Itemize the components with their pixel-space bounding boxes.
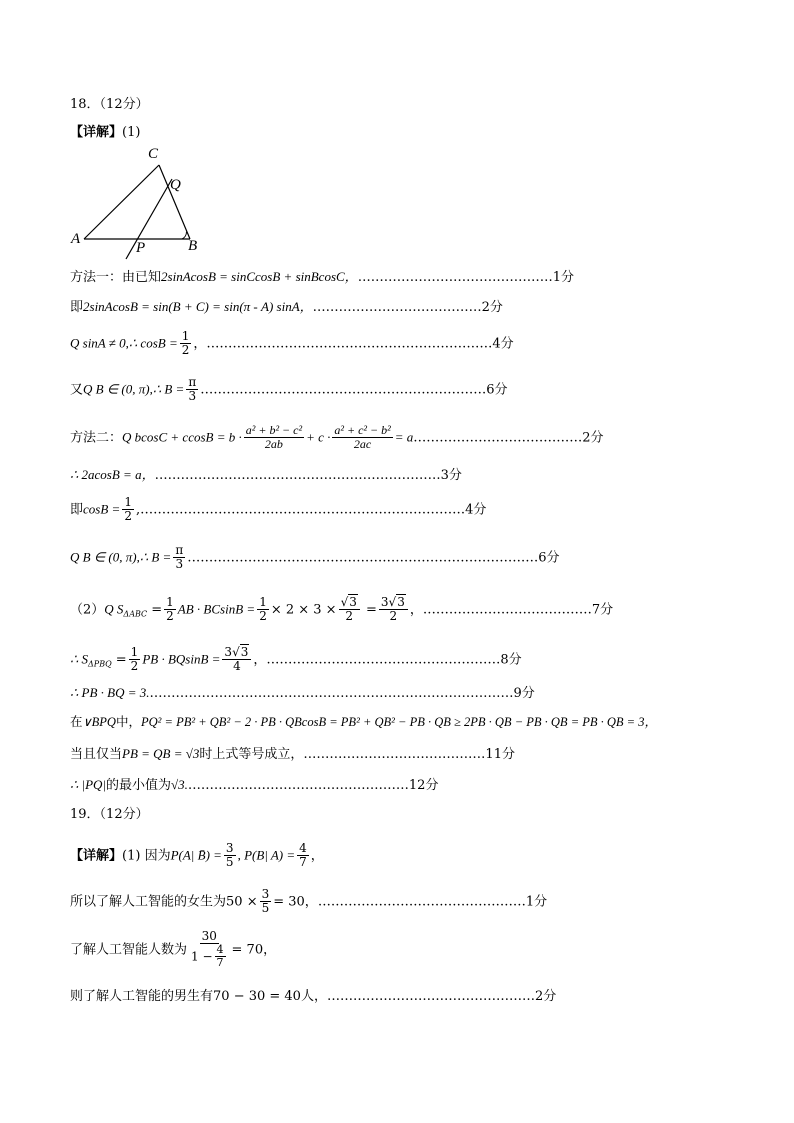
- q19-l1-text: 因为: [144, 848, 171, 864]
- p2-l1-sub: ΔABC: [123, 609, 148, 619]
- part1-num: (1): [122, 125, 141, 140]
- sqrt-rad: 3: [397, 595, 405, 609]
- frac-den: 4: [233, 659, 241, 674]
- frac-num: 1: [259, 595, 267, 609]
- p2-line4: [70, 716, 657, 729]
- sqrt-rad: 3: [240, 645, 249, 659]
- p2-num: （2）: [70, 602, 105, 618]
- frac-num: a² + b² − c²: [245, 423, 303, 437]
- p2-l3-expr: ∴ PB · BQ = 3.: [70, 685, 150, 700]
- frac-num: π: [175, 543, 184, 557]
- m2-l4-points: 6分: [538, 550, 560, 566]
- m1-l4-text: 又: [70, 382, 84, 398]
- label-Q: Q: [170, 177, 181, 193]
- q19-detail-label: 【详解】: [70, 848, 123, 864]
- p2-l5-expr: PB = QB = √3: [122, 746, 200, 761]
- m2-l2-points: 3分: [440, 468, 462, 483]
- p2-l5-text1: 当且仅当: [70, 747, 123, 762]
- label-A: A: [71, 231, 81, 247]
- m2-line2: ∴ 2acosB = a，…………………………………………………………3分: [70, 467, 462, 483]
- p2-l5-text2: 时上式等号成立，: [199, 747, 304, 762]
- q19-l4-text: 则了解人工智能的男生有: [70, 989, 214, 1004]
- m1-l1-text: 由已知: [122, 270, 162, 285]
- p2-l1-b: × 2 × 3 ×: [270, 602, 337, 618]
- q19-line2: 所以了解人工智能的女生为50 × $\frac{3}{5}$ = 30，…………………………………………1分: [70, 887, 548, 916]
- q19-l4-expr: 70 − 30 = 40人，: [213, 989, 327, 1004]
- q19-line4: 则了解人工智能的男生有70 − 30 = 40人，…………………………………………2分: [70, 989, 557, 1004]
- frac-num: 4: [216, 943, 224, 957]
- p2-l4-expr: PQ² = PB² + QB² − 2 · PB · QBcosB = PB² + QB² − PB · QB ≥ 2PB · QB − PB · QB = PB · QB = 3，: [140, 715, 657, 729]
- frac-den: 7: [299, 855, 307, 870]
- q19-line3: [70, 930, 276, 970]
- m1-l4-pre: Q B ∈ (0, π),∴ B =: [83, 381, 185, 397]
- frac-num: 30: [201, 929, 217, 943]
- p2-l6-val: √3.: [171, 777, 188, 792]
- p2-line2: ∴ $S_{\Delta PBQ}$ = $\frac{1}{2}$ PB · BQsinB = $\frac{3√3}{4}$ ，………………………………………………8分: [70, 645, 522, 674]
- frac-num: 3: [261, 887, 270, 901]
- q19-header: 19．（12分）: [70, 807, 149, 822]
- m1-l4-points: 6分: [486, 382, 508, 398]
- q19-l2-points: 1分: [525, 894, 548, 910]
- q19-l1-e1: P(A| B̄) =: [170, 847, 222, 863]
- m1-l1-expr: 2sinAcosB = sinCcosB + sinBcosC，: [161, 269, 358, 284]
- frac-den: 3: [188, 389, 197, 404]
- m1-l1-points: 1分: [552, 270, 574, 285]
- p2-l1-a: AB · BCsinB =: [177, 601, 256, 617]
- p2-line1: （2）Q $S_{\Delta ABC}$ = $\frac{1}{2}$ AB · BCsinB = $\frac{1}{2}$ × 2 × 3 × $\frac{√3}{2}$ = $\frac{3√3}{2}$ ，…………………………………7分: [70, 595, 614, 624]
- frac-num: 1: [124, 495, 132, 509]
- detail-label: 【详解】: [70, 125, 123, 140]
- coef: 3: [224, 645, 233, 659]
- m2-l3-text: 即: [70, 502, 84, 518]
- frac-den: 2: [130, 659, 139, 674]
- m2-line3: 即cosB = $\frac{1}{2}$ ,…………………………………………………………………4分: [70, 495, 487, 524]
- p2-l3-points: 9分: [513, 686, 535, 701]
- q19-l2-expr: 50 ×: [226, 894, 258, 910]
- m1-line2: 即2sinAcosB = sin(B + C) = sin(π - A) sinA，…………………………………2分: [70, 299, 503, 315]
- m1-l2-text: 即: [70, 300, 84, 315]
- m2-l1-post: = a: [394, 429, 414, 445]
- p2-l2-points: 8分: [500, 652, 522, 668]
- q18-detail: [70, 126, 140, 139]
- den-pre: 1 −: [191, 949, 213, 964]
- frac-den: 2: [345, 609, 354, 624]
- q18-header: 18．（12分）: [70, 97, 149, 112]
- p2-l4-tri: ∨BPQ: [82, 715, 116, 729]
- sqrt-rad: 3: [349, 595, 357, 609]
- m1-l3-pre: Q sinA ≠ 0,∴ cosB =: [70, 335, 178, 351]
- m2-l1-mid: + c ·: [306, 429, 331, 445]
- m2-l1-pre: Q bcosC + ccosB = b ·: [122, 429, 242, 445]
- frac-num: 1: [130, 645, 139, 659]
- m2-l2-expr: ∴ 2acosB = a，: [70, 467, 155, 482]
- m1-line3: Q sinA ≠ 0,∴ cosB = $\frac{1}{2}$ ，…………………………………………………………4分: [70, 329, 514, 358]
- coef: 3: [380, 595, 389, 609]
- m1-l2-points: 2分: [481, 300, 503, 315]
- frac-den: 5: [261, 901, 270, 916]
- p2-l6-points: 12分: [408, 778, 439, 793]
- frac-den: 2: [259, 609, 267, 624]
- q19-p1-num: (1): [122, 848, 141, 864]
- q19-l2-post: = 30，: [273, 894, 318, 910]
- frac-den: 3: [175, 557, 184, 572]
- p2-l1-points: 7分: [591, 602, 614, 618]
- m2-title: 方法二：: [70, 430, 123, 446]
- m2-l3-points: 4分: [465, 502, 487, 518]
- m2-l3-pre: cosB =: [83, 501, 121, 517]
- p2-l6-text: 的最小值为: [106, 778, 172, 793]
- p2-line5: 当且仅当PB = QB = √3时上式等号成立，……………………………………11分: [70, 746, 515, 762]
- m2-line4: Q B ∈ (0, π),∴ B = $\frac{\pi}{3}$ ………………………………………………………………………6分: [70, 543, 560, 572]
- p2-l5-points: 11分: [485, 747, 515, 762]
- q19-l4-points: 2分: [534, 989, 557, 1004]
- m1-line1: 方法一：由已知2sinAcosB = sinCcosB + sinBcosC，………………………………………1分: [70, 269, 574, 285]
- frac-den: 2ac: [353, 437, 372, 452]
- frac-den: 2: [389, 609, 398, 624]
- p2-l4-text2: 中，: [115, 714, 141, 729]
- p2-l1-pre: Q S: [104, 601, 124, 617]
- m2-line1: 方法二：Q bcosC + ccosB = b · $\frac{\text{a² + b² − c²}}{2ab}$ + c · $\frac{\text{a² + c² − b²}}{2ac}$ = a…………………………………2分: [70, 423, 604, 452]
- m2-l4-pre: Q B ∈ (0, π),∴ B =: [70, 549, 172, 565]
- p2-l2-sub: ΔPBQ: [88, 659, 112, 669]
- p2-l6-pre: ∴ |PQ|: [70, 777, 106, 792]
- m1-title: 方法一：: [70, 270, 123, 285]
- p2-l4-text: 在: [70, 714, 83, 729]
- p2-line3: ∴ PB · BQ = 3.…………………………………………………………………………9分: [70, 685, 535, 701]
- frac-den: 5: [225, 855, 234, 870]
- m2-l1-points: 2分: [582, 430, 604, 446]
- q19-line1: 【详解】(1) 因为P(A| B̄) = $\frac{3}{5}$ , P(B| A) = $\frac{4}{7}$ ，: [70, 841, 324, 870]
- label-B: B: [188, 238, 198, 254]
- m1-l3-points: 4分: [492, 336, 514, 352]
- q19-l3-text: 了解人工智能人数为: [70, 942, 188, 958]
- p2-l2-a: PB · BQsinB =: [142, 651, 221, 667]
- m1-l2-expr: 2sinAcosB = sin(B + C) = sin(π - A) sinA，: [83, 299, 313, 314]
- p2-l2-pre: ∴ S: [70, 651, 89, 667]
- frac-num: π: [188, 375, 197, 389]
- frac-num: 4: [299, 841, 307, 855]
- frac-num: 3: [225, 841, 234, 855]
- frac-den: 2ab: [264, 437, 283, 452]
- label-P: P: [136, 240, 146, 256]
- q19-l1-e2: , P(B| A) =: [237, 847, 296, 863]
- frac-den: 7: [216, 956, 224, 970]
- frac-num: 1: [181, 329, 190, 343]
- m1-line4: 又Q B ∈ (0, π),∴ B = $\frac{\pi}{3}$ …………………………………………………………6分: [70, 375, 508, 404]
- frac-num: a² + c² − b²: [334, 423, 391, 437]
- q19-l3-post: = 70，: [231, 942, 277, 958]
- frac-num: 1: [166, 595, 174, 609]
- label-C: C: [148, 146, 159, 162]
- frac-den: 2: [181, 343, 190, 358]
- frac-den: 2: [124, 509, 132, 524]
- frac-den: 2: [166, 609, 174, 624]
- p2-line6: ∴ |PQ|的最小值为√3.……………………………………………12分: [70, 777, 439, 793]
- q19-l2-text: 所以了解人工智能的女生为: [70, 894, 227, 910]
